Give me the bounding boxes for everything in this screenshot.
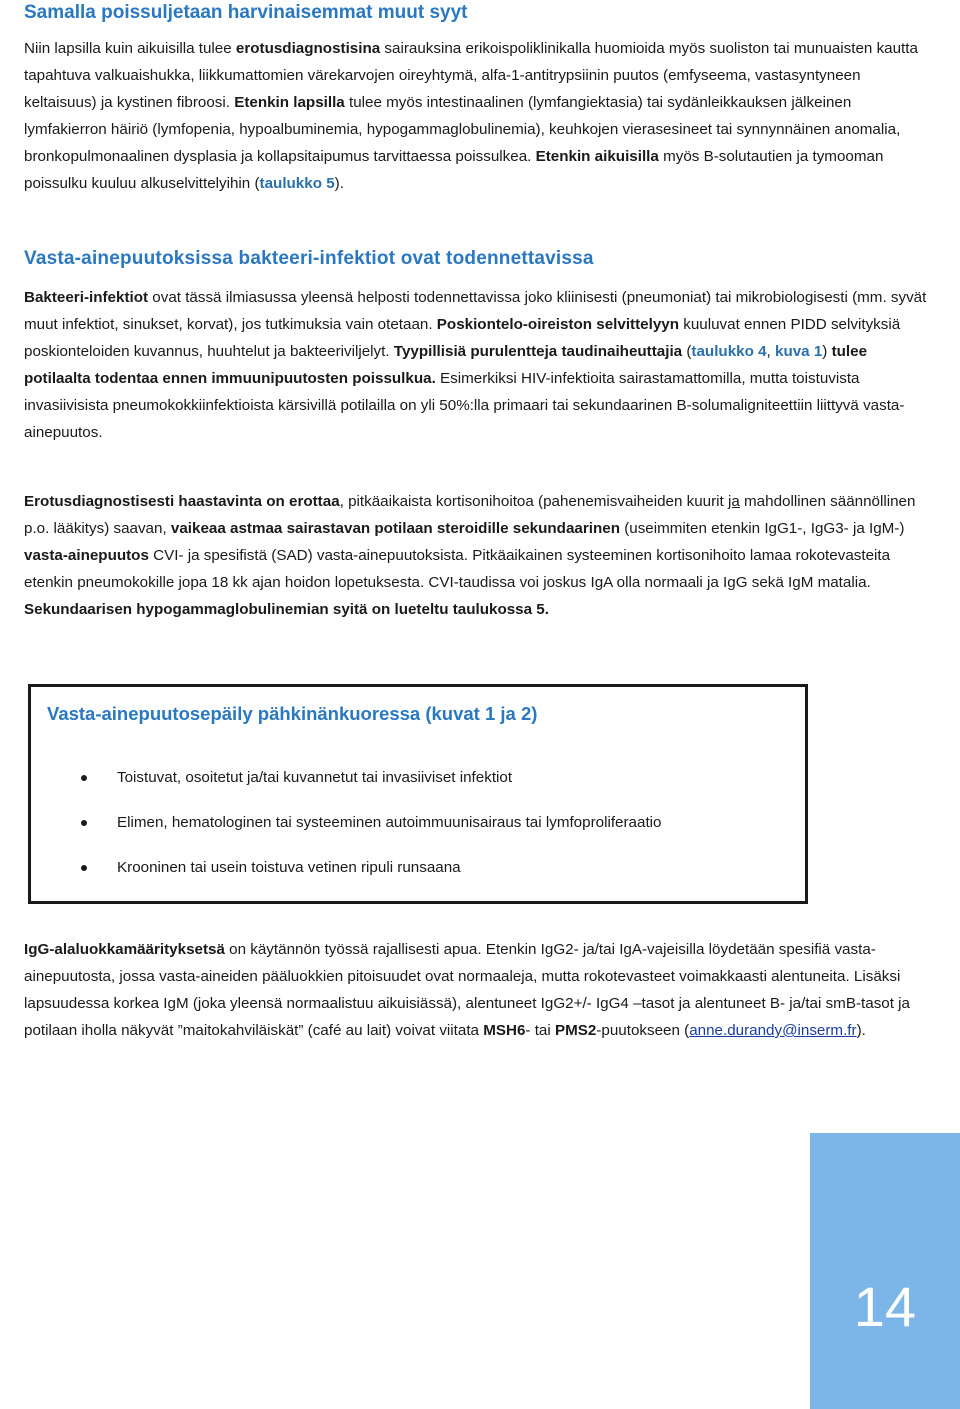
emphasis: MSH6	[483, 1022, 526, 1039]
bullet-icon	[81, 865, 87, 871]
table-4-reference[interactable]: taulukko 4	[691, 343, 767, 360]
emphasis: PMS2	[554, 1022, 597, 1039]
emphasis: Bakteeri-infektiot	[24, 289, 149, 306]
text: ).	[856, 1022, 866, 1039]
text: )	[822, 343, 832, 360]
page-corner-decoration	[810, 1133, 960, 1409]
text: mahdollinen säännöllinen p.o. lääkitys) saavan,	[24, 493, 916, 537]
emphasis: sä	[208, 941, 225, 958]
bullet-icon	[81, 820, 87, 826]
text: on käytännön työssä rajallisesti apua. Etenkin IgG2- ja/tai IgA-vajeisilla löydetään spesifiä vasta-ainepuutosta, jossa vasta-aineiden pääluokkien pitoisuudet ovat normaaleja, mutta rokotevasteet voimakkaasti alentuneita. Lisäksi lapsuudessa korkea IgM (joka yleensä normaalistuu aikuisiässä), alentuneet IgG2+/- IgG4 –tasot ja alentuneet B- ja/tai smB-tasot ja potilaan iholla näkyvät ”maitokahviläiskät” (café au lait) voivat viitata	[24, 941, 910, 1039]
emphasis: Sekundaarisen hypogammaglobulinemian syitä on lueteltu taulukossa 5.	[24, 601, 549, 618]
list-item-text: Toistuvat, osoitetut ja/tai kuvannetut tai invasiiviset infektiot	[117, 769, 513, 786]
text: (	[682, 343, 692, 360]
text: CVI- ja spesifistä (SAD) vasta-ainepuutoksista. Pitkäaikainen systeeminen kortisonihoito lamaa rokotevasteita etenkin pneumokokille jopa 18 kk ajan hoidon lopetuksesta. CVI-taudissa voi joskus IgA olla normaali ja IgG sekä IgM matalia.	[24, 547, 891, 591]
text: ).	[334, 175, 344, 192]
text: , pitkäaikaista kortisonihoitoa (pahenemisvaiheiden kuurit	[339, 493, 728, 510]
emphasis: Etenkin lapsilla	[234, 94, 345, 111]
text: Esimerkiksi HIV-infektioita sairastamattomilla, mutta toistuvista invasiivisista pneumokokkiinfektioista kärsivillä potilailla on yli 50%:lla primaari tai sekundaarinen B-solumaligniteettiin liittyvä vasta-ainepuutos.	[24, 370, 905, 441]
text: ,	[766, 343, 775, 360]
text: (useimmiten etenkin IgG1-, IgG3- ja IgM-)	[619, 520, 905, 537]
table-5-reference[interactable]: taulukko 5	[259, 175, 335, 192]
email-link[interactable]: anne.durandy@inserm.fr	[689, 1022, 857, 1039]
list-item	[59, 814, 662, 859]
bullet-icon	[81, 775, 87, 781]
text: - tai	[525, 1022, 555, 1039]
section-heading-harvinaisemmat-syyt: Samalla poissuljetaan harvinaisemmat muut syyt	[24, 2, 468, 23]
emphasis: Tyypillisiä purulentteja taudinaiheuttajia	[393, 343, 683, 360]
summary-box-title: Vasta-ainepuutosepäily pähkinänkuoressa (kuvat 1 ja 2)	[47, 703, 538, 724]
summary-box	[28, 684, 808, 904]
emphasis: Etenkin aikuisilla	[535, 148, 659, 165]
summary-list	[59, 769, 662, 904]
figure-1-reference[interactable]: kuva 1	[775, 343, 823, 360]
list-item	[59, 859, 662, 904]
list-item	[59, 769, 662, 814]
list-item-text: Elimen, hematologinen tai systeeminen autoimmuunisairaus tai lymfoproliferaatio	[117, 814, 662, 831]
text: ovat tässä ilmiasussa yleensä helposti todennettavissa joko kliinisesti (pneumoniat) tai mikrobiologisesti (mm. syvät muut infektiot, sinukset, korvat), jos tutkimuksia vain otetaan.	[24, 289, 927, 333]
list-item-text: Krooninen tai usein toistuva vetinen ripuli runsaana	[117, 859, 461, 876]
section-heading-bakteeri-infektiot: Vasta-ainepuutoksissa bakteeri-infektiot ovat todennettavissa	[24, 248, 594, 269]
text: tulee myös intestinaalinen (lymfangiektasia) tai sydänleikkauksen jälkeinen lymfakierron häiriö (lymfopenia, hypoalbuminemia, hypogammaglobulinemia), keuhkojen vierasesineet tai synnynnäinen anomalia, bronkopulmonaalinen dysplasia ja kollapsitaipumus tarvittaessa poissulkea.	[24, 94, 901, 165]
paragraph-igg-subclass	[24, 936, 934, 1044]
text: -puutokseen (	[596, 1022, 690, 1039]
page-number: 14	[853, 1275, 916, 1338]
emphasis: Poskiontelo-oireiston selvittelyyn	[436, 316, 679, 333]
paragraph-cortisone-differential	[24, 488, 934, 623]
emphasis: vasta-ainepuutos	[24, 547, 149, 564]
text: myös B-solutautien ja tymooman poissulku kuuluu alkuselvittelyihin (	[24, 148, 884, 192]
underlined-text: ja	[727, 493, 740, 510]
paragraph-bacterial-infections	[24, 284, 934, 446]
text: sairauksina erikoispoliklinikalla huomioida myös suoliston tai munuaisten kautta tapahtuva valkuaishukka, liikkumattomien värekarvojen oireyhtymä, alfa-1-antitrypsiinin puutos (emfyseema, vastasyntyneen keltaisuus) ja kystinen fibroosi.	[24, 40, 918, 111]
text: kuuluvat ennen PIDD selvityksiä poskionteloiden kuvannus, huuhtelut ja bakteeriviljelyt.	[24, 316, 901, 360]
text: Niin lapsilla kuin aikuisilla tulee	[24, 40, 236, 57]
emphasis: Erotusdiagnostisesti haastavinta on erottaa	[24, 493, 340, 510]
emphasis: IgG-alaluokkamääritykset	[24, 941, 209, 958]
paragraph-differential-diagnosis	[24, 35, 934, 197]
emphasis: tulee potilaalta todentaa ennen immuunipuutosten poissulkua.	[24, 343, 868, 387]
emphasis: vaikeaa astmaa sairastavan potilaan steroidille sekundaarinen	[170, 520, 620, 537]
emphasis: erotusdiagnostisina	[235, 40, 381, 57]
